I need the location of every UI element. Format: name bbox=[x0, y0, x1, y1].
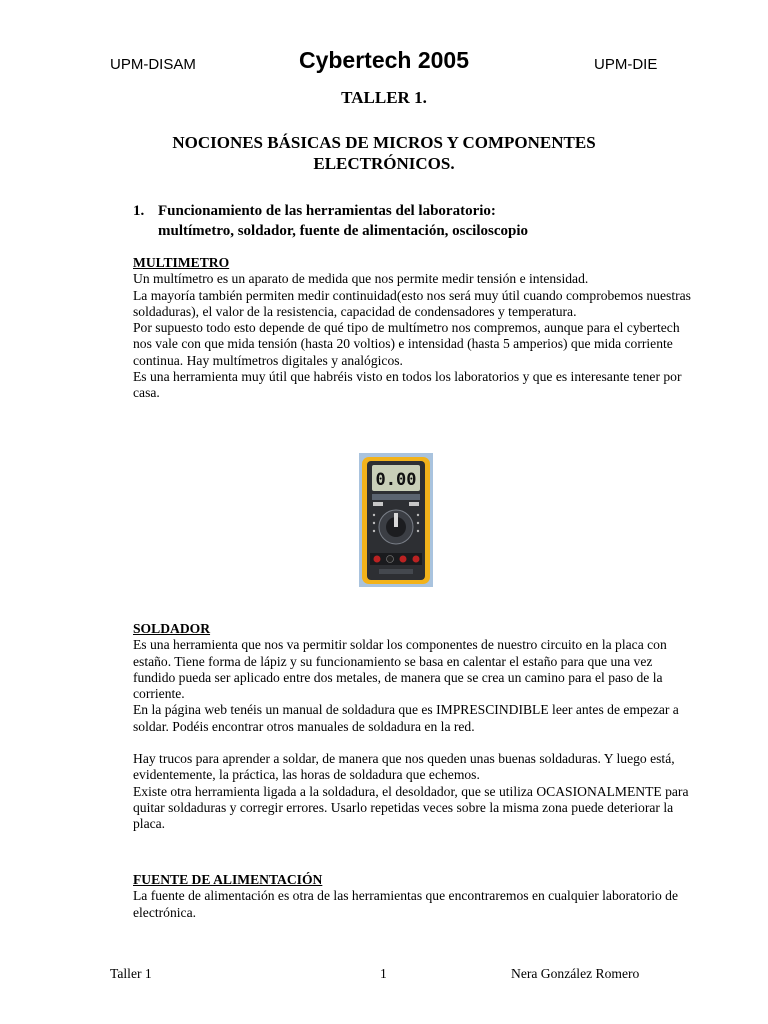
soldador-paragraph-1: Es una herramienta que nos va permitir soldar los componentes de nuestro circuito en la placa con estaño. Tiene forma de lápiz y su funcionamiento se basa en calentar el estaño para que una vez fundido pueda ser aplicado entre dos metales, de manera que se crea un camino para el paso de la corriente. bbox=[133, 637, 667, 702]
fuente-section bbox=[133, 872, 693, 921]
multimetro-paragraph-3: Por supuesto todo esto depende de qué tipo de multímetro nos compremos, aunque para el cybertech nos vale con que mida tensión (hasta 20 voltios) e intensidad (hasta 5 amperios) que mida corriente continua. Hay multímetros digitales y analógicos. bbox=[133, 320, 680, 368]
main-title-line2: ELECTRÓNICOS. bbox=[313, 154, 455, 173]
section-line1: Funcionamiento de las herramientas del laboratorio: bbox=[158, 203, 496, 219]
soldador-section bbox=[133, 621, 693, 833]
multimetro-section bbox=[133, 255, 693, 402]
header-right-label: UPM-DIE bbox=[594, 56, 658, 73]
soldador-paragraph-2: En la página web tenéis un manual de soldadura que es IMPRESCINDIBLE leer antes de empezar a soldar. Podéis encontrar otros manuales de soldadura en la red. bbox=[133, 702, 679, 734]
main-title-line1: NOCIONES BÁSICAS DE MICROS Y COMPONENTES bbox=[172, 133, 596, 152]
section-heading bbox=[133, 201, 693, 241]
workshop-title: TALLER 1. bbox=[341, 88, 427, 107]
main-title bbox=[84, 132, 684, 174]
multimetro-paragraph-2: La mayoría también permiten medir continuidad(esto nos será muy útil cuando comprobemos nuestras soldaduras), el valor de la resistencia, capacidad de condensadores y temperatura. bbox=[133, 287, 691, 319]
section-line2: multímetro, soldador, fuente de alimentación, osciloscopio bbox=[158, 223, 528, 239]
footer-left: Taller 1 bbox=[110, 966, 152, 981]
multimetro-paragraph-4: Es una herramienta muy útil que habréis visto en todos los laboratorios y que es interesante tener por casa. bbox=[133, 369, 682, 401]
multimetro-heading: MULTIMETRO bbox=[133, 255, 230, 270]
header-left-label: UPM-DISAM bbox=[110, 56, 196, 73]
soldador-paragraph-3: Hay trucos para aprender a soldar, de manera que nos queden unas buenas soldaduras. Y luego está, evidentemente, la práctica, las horas de soldadura que echemos. bbox=[133, 751, 675, 783]
footer-author: Nera González Romero bbox=[511, 966, 640, 981]
soldador-heading: SOLDADOR bbox=[133, 621, 211, 636]
footer-page-number: 1 bbox=[380, 966, 387, 981]
fuente-paragraph-1: La fuente de alimentación es otra de las herramientas que encontraremos en cualquier laboratorio de electrónica. bbox=[133, 888, 679, 920]
multimeter-display-value: 0.00 bbox=[375, 470, 417, 490]
soldador-paragraph-4: Existe otra herramienta ligada a la soldadura, el desoldador, que se utiliza OCASIONALMENTE para quitar soldaduras y corregir errores. Usarlo repetidas veces sobre la misma zona puede deteriorar la placa. bbox=[133, 783, 689, 832]
multimeter-image bbox=[359, 453, 433, 587]
section-number: 1. bbox=[133, 203, 145, 219]
header-title: Cybertech 2005 bbox=[298, 47, 470, 73]
fuente-heading: FUENTE DE ALIMENTACIÓN bbox=[133, 872, 323, 887]
multimetro-paragraph-1: Un multímetro es un aparato de medida que nos permite medir tensión e intensidad. bbox=[133, 271, 589, 287]
